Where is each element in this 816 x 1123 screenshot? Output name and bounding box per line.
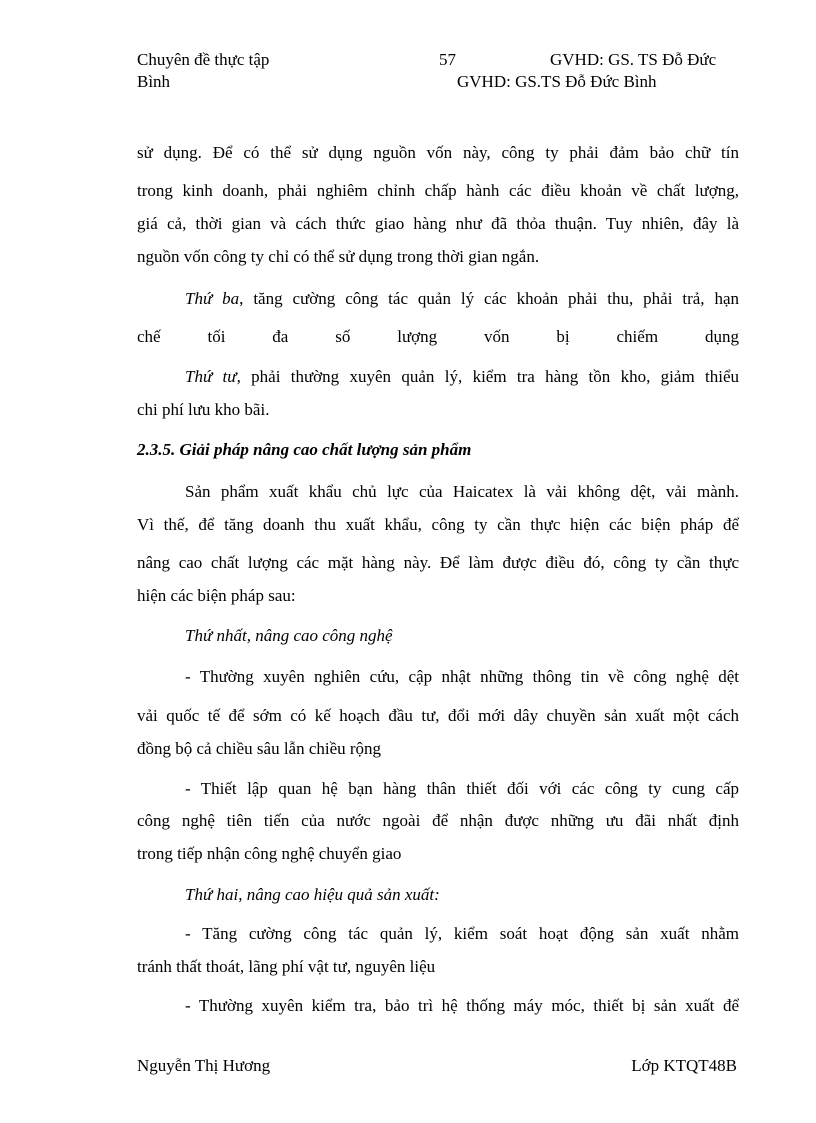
- paragraph-3-lead: Thứ tư: [185, 367, 237, 386]
- paragraph-1-line-3: giá cả, thời gian và cách thức giao hàng như đã thỏa thuận. Tuy nhiên, đây là: [137, 214, 739, 233]
- subheading-1: Thứ nhất, nâng cao công nghệ: [185, 626, 393, 645]
- paragraph-3-line-1: [185, 366, 739, 388]
- bullet-1-line-1: - Thường xuyên nghiên cứu, cập nhật những thông tin về công nghệ dệt: [185, 667, 739, 686]
- footer-author: Nguyễn Thị Hương: [137, 1056, 271, 1075]
- word: chiếm: [616, 327, 659, 346]
- paragraph-4-line-2: Vì thế, để tăng doanh thu xuất khẩu, công ty cần thực hiện các biện pháp để: [137, 515, 739, 534]
- header-left-line1: Chuyên đề thực tập: [137, 50, 270, 69]
- header-left-line2: Bình: [137, 72, 171, 91]
- bullet-2-line-1: - Thiết lập quan hệ bạn hàng thân thiết đối với các công ty cung cấp: [185, 779, 739, 798]
- paragraph-1-line-1: sử dụng. Để có thể sử dụng nguồn vốn này, công ty phải đảm bảo chữ tín: [137, 143, 739, 162]
- paragraph-2-line-1-text: , tăng cường công tác quản lý các khoản phải thu, phải trả, hạn: [239, 289, 739, 308]
- bullet-1-line-3: đồng bộ cả chiều sâu lẫn chiều rộng: [137, 739, 382, 758]
- paragraph-4-line-1: Sản phẩm xuất khẩu chủ lực của Haicatex là vải không dệt, vải mành.: [185, 482, 739, 501]
- paragraph-2-line-2: [137, 326, 739, 348]
- paragraph-1-line-4: nguồn vốn công ty chỉ có thể sử dụng trong thời gian ngắn.: [137, 247, 540, 266]
- paragraph-2-line-1: [185, 288, 739, 310]
- subheading-2: Thứ hai, nâng cao hiệu quả sản xuất:: [185, 885, 440, 904]
- bullet-4-line-1: - Thường xuyên kiểm tra, bảo trì hệ thống máy móc, thiết bị sản xuất để: [185, 996, 739, 1015]
- word: lượng: [397, 327, 438, 346]
- word: đa: [272, 327, 289, 346]
- paragraph-2-lead: Thứ ba: [185, 289, 240, 308]
- word: vốn: [484, 327, 510, 346]
- paragraph-3-line-1-text: , phải thường xuyên quản lý, kiểm tra hàng tồn kho, giảm thiểu: [236, 367, 739, 386]
- paragraph-4-line-4: hiện các biện pháp sau:: [137, 586, 296, 605]
- header-right-line2: GVHD: GS.TS Đỗ Đức Bình: [457, 72, 657, 91]
- bullet-3-line-2: tránh thất thoát, lãng phí vật tư, nguyên liệu: [137, 957, 436, 976]
- page-number: 57: [439, 50, 456, 69]
- bullet-2-line-2: công nghệ tiên tiến của nước ngoài để nhận được những ưu đãi nhất định: [137, 811, 739, 830]
- word: số: [335, 327, 351, 346]
- bullet-2-line-3: trong tiếp nhận công nghệ chuyển giao: [137, 844, 402, 863]
- bullet-1-line-2: vải quốc tế để sớm có kế hoạch đầu tư, đổi mới dây chuyền sản xuất một cách: [137, 706, 739, 725]
- word: dụng: [704, 327, 739, 346]
- paragraph-4-line-3: nâng cao chất lượng các mặt hàng này. Để làm được điều đó, công ty cần thực: [137, 553, 739, 572]
- paragraph-3-line-2: chi phí lưu kho bãi.: [137, 400, 270, 419]
- word: tối: [207, 327, 226, 346]
- section-heading: 2.3.5. Giải pháp nâng cao chất lượng sản phẩm: [137, 440, 472, 459]
- header-right-line1: GVHD: GS. TS Đỗ Đức: [550, 50, 717, 69]
- footer-class-code: Lớp KTQT48B: [631, 1056, 737, 1075]
- word: chế: [137, 327, 161, 346]
- word: bị: [556, 327, 570, 346]
- paragraph-1-line-2: trong kinh doanh, phải nghiêm chỉnh chấp hành các điều khoản về chất lượng,: [137, 181, 739, 200]
- bullet-3-line-1: - Tăng cường công tác quản lý, kiểm soát hoạt động sản xuất nhằm: [185, 924, 739, 943]
